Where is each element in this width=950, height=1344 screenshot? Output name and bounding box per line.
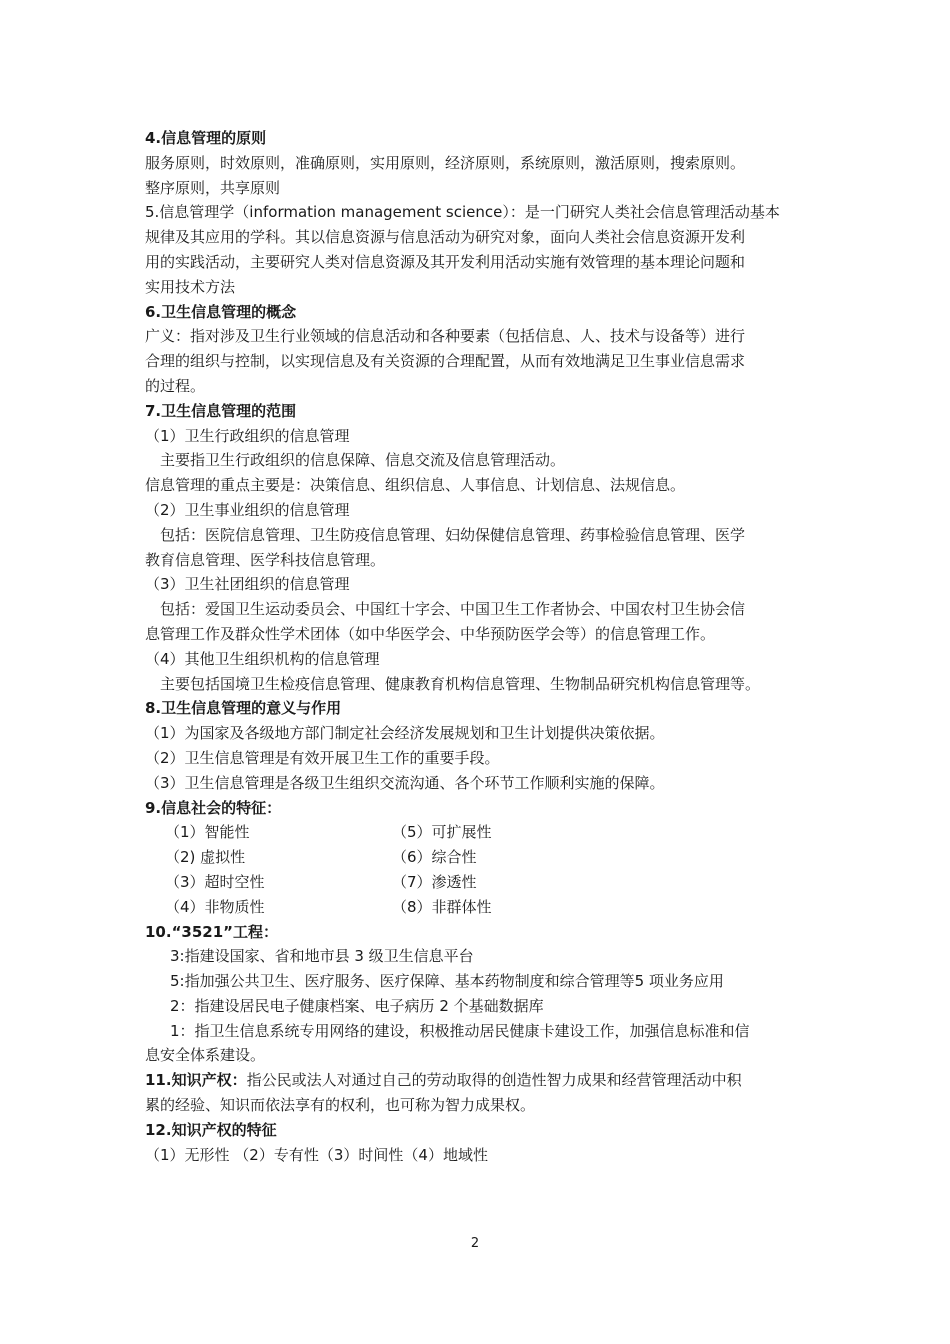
heading-s8: 8.卫生信息管理的意义与作用 (145, 699, 342, 718)
list-item: （1）智能性 (165, 823, 250, 842)
paragraph-line: 的过程。 (145, 376, 206, 395)
list-item: 2：指建设居民电子健康档案、电子病历 2 个基础数据库 (170, 996, 544, 1015)
list-item: （2）卫生信息管理是有效开展卫生工作的重要手段。 (145, 748, 500, 767)
list-item: （7）渗透性 (392, 872, 477, 891)
list-item: （1）为国家及各级地方部门制定社会经济发展规划和卫生计划提供决策依据。 (145, 724, 665, 743)
paragraph-line: 主要包括国境卫生检疫信息管理、健康教育机构信息管理、生物制品研究机构信息管理等。 (160, 674, 761, 693)
paragraph-line: 息管理工作及群众性学术团体（如中华医学会、中华预防医学会等）的信息管理工作。 (145, 624, 716, 643)
paragraph-line: 实用技术方法 (145, 277, 236, 296)
heading-s6: 6.卫生信息管理的概念 (145, 302, 297, 321)
paragraph-line: 整序原则，共享原则 (145, 178, 281, 197)
list-item: （3）卫生社团组织的信息管理 (145, 575, 350, 594)
list-item: 5:指加强公共卫生、医疗服务、医疗保障、基本药物制度和综合管理等5 项业务应用 (170, 972, 724, 991)
heading-s12: 12.知识产权的特征 (145, 1120, 277, 1139)
paragraph-line: 包括：医院信息管理、卫生防疫信息管理、妇幼保健信息管理、药事检验信息管理、医学 (160, 525, 746, 544)
paragraph-line: 教育信息管理、医学科技信息管理。 (145, 550, 386, 569)
list-item: （1）无形性 （2）专有性（3）时间性（4）地域性 (145, 1145, 488, 1164)
list-item: （4）其他卫生组织机构的信息管理 (145, 649, 380, 668)
list-item: （2) 虚拟性 (165, 848, 246, 867)
list-item: （3）超时空性 (165, 872, 265, 891)
definition-s11 (145, 1068, 821, 1093)
heading-s9: 9.信息社会的特征： (145, 798, 282, 817)
heading-s4: 4.信息管理的原则 (145, 129, 267, 147)
list-item: （3）卫生信息管理是各级卫生组织交流沟通、各个环节工作顺利实施的保障。 (145, 773, 665, 792)
paragraph-line: 包括：爱国卫生运动委员会、中国红十字会、中国卫生工作者协会、中国农村卫生协会信 (160, 600, 746, 619)
list-item: （1）卫生行政组织的信息管理 (145, 426, 350, 445)
list-item: （8）非群体性 (392, 897, 492, 916)
heading-s11: 11.知识产权： (145, 1071, 247, 1090)
heading-s10: 10.“3521”工程： (145, 922, 279, 941)
paragraph-line: 息安全体系建设。 (145, 1046, 266, 1065)
paragraph-line: 用的实践活动，主要研究人类对信息资源及其开发利用活动实施有效管理的基本理论问题和 (145, 252, 746, 271)
list-item: （4）非物质性 (165, 897, 265, 916)
document-body (145, 126, 821, 1167)
heading-s5: 5.信息管理学（information management science）： (145, 203, 525, 222)
paragraph-line: 是一门研究人类社会信息管理活动基本 (524, 203, 780, 222)
paragraph-line: 合理的组织与控制，以实现信息及有关资源的合理配置，从而有效地满足卫生事业信息需求 (145, 352, 746, 371)
page-number: 2 (470, 1236, 480, 1251)
paragraph-line: 信息管理的重点主要是：决策信息、组织信息、人事信息、计划信息、法规信息。 (145, 476, 686, 495)
paragraph-line: 累的经验、知识而依法享有的权利，也可称为智力成果权。 (145, 1096, 536, 1115)
paragraph-line: 规律及其应用的学科。其以信息资源与信息活动为研究对象，面向人类社会信息资源开发利 (145, 228, 746, 247)
list-item: （2）卫生事业组织的信息管理 (145, 500, 350, 519)
definition-s5 (145, 200, 821, 225)
list-item: （6）综合性 (392, 848, 477, 867)
paragraph-line: 广义：指对涉及卫生行业领域的信息活动和各种要素（包括信息、人、技术与设备等）进行 (145, 327, 746, 346)
feature-grid (145, 820, 821, 919)
list-item: 3:指建设国家、省和地市县 3 级卫生信息平台 (170, 947, 474, 966)
list-item: 1：指卫生信息系统专用网络的建设，积极推动居民健康卡建设工作，加强信息标准和信 (170, 1021, 750, 1040)
paragraph-line: 主要指卫生行政组织的信息保障、信息交流及信息管理活动。 (160, 451, 566, 470)
paragraph-line: 服务原则，时效原则，准确原则，实用原则，经济原则，系统原则，激活原则，搜索原则。 (145, 153, 746, 172)
heading-s7: 7.卫生信息管理的范围 (145, 401, 297, 420)
list-item: （5）可扩展性 (392, 823, 492, 842)
paragraph-line: 指公民或法人对通过自己的劳动取得的创造性智力成果和经营管理活动中积 (246, 1071, 742, 1090)
